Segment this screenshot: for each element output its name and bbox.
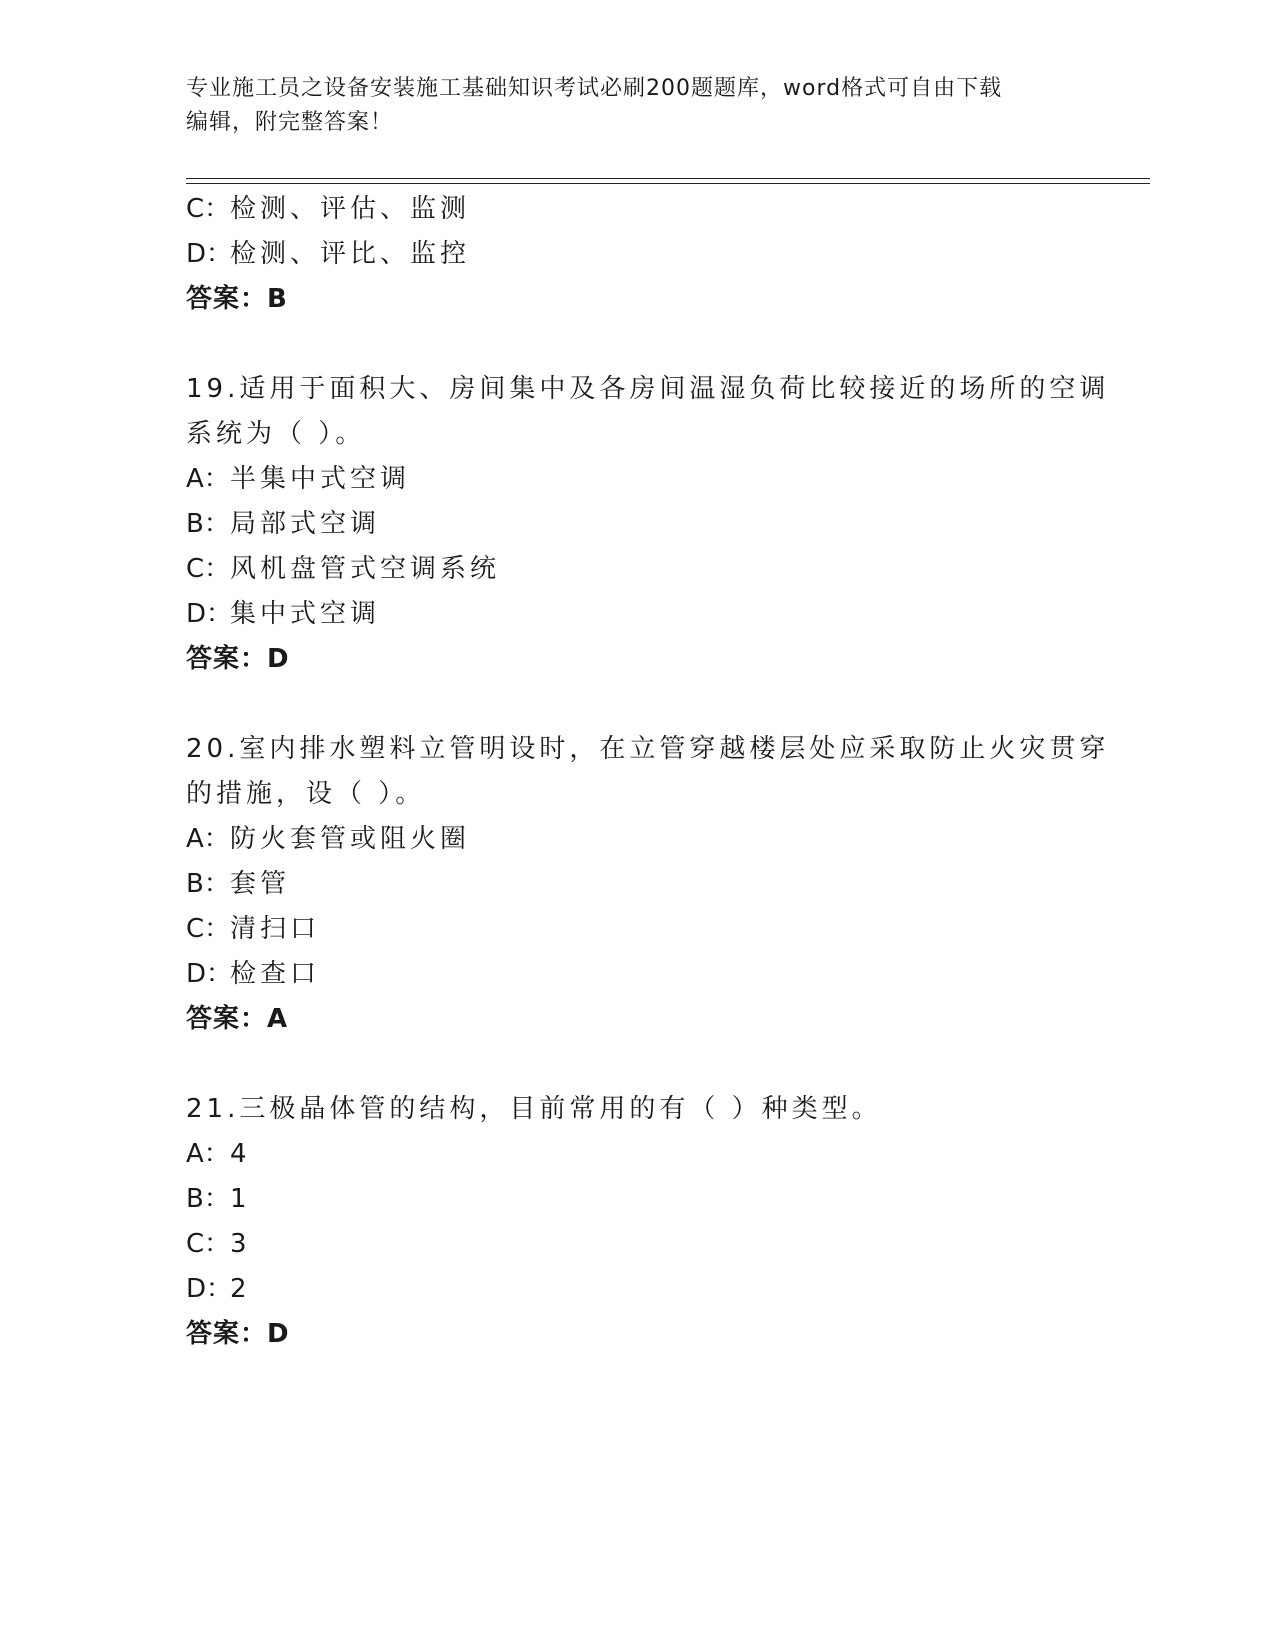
- header-line-1: 专业施工员之设备安装施工基础知识考试必刷200题题库，word格式可自由下载: [186, 76, 1003, 101]
- q19-option-d: [186, 598, 380, 630]
- option-text: 套管: [230, 869, 291, 899]
- q21-option-d: [186, 1273, 251, 1305]
- option-label: C：: [186, 914, 231, 944]
- q21-answer: 答案：D: [186, 1319, 290, 1349]
- option-label: D：: [186, 1274, 233, 1304]
- option-text: 防火套管或阻火圈: [230, 824, 471, 854]
- q20-answer: 答案：A: [186, 1004, 289, 1034]
- option-text: 检测、评估、监测: [230, 194, 471, 224]
- q20-option-c: [186, 913, 320, 945]
- q21-option-a: [186, 1138, 251, 1170]
- q20-stem-line-1: 20.室内排水塑料立管明设时，在立管穿越楼层处应采取防止火灾贯穿: [186, 734, 1110, 764]
- option-text: 清扫口: [230, 914, 321, 944]
- document-header: [186, 72, 1066, 140]
- option-text: 半集中式空调: [230, 464, 411, 494]
- option-label: A：: [186, 464, 230, 494]
- q19-stem-line-1: 19.适用于面积大、房间集中及各房间温湿负荷比较接近的场所的空调: [186, 374, 1110, 404]
- option-label: A：: [186, 824, 230, 854]
- option-text: 局部式空调: [230, 509, 381, 539]
- q20-stem-line-2: 的措施，设（ ）。: [186, 779, 426, 809]
- q21-option-b: [186, 1183, 251, 1215]
- prev-option-c: [186, 193, 470, 225]
- option-text: 4: [230, 1139, 251, 1169]
- header-line-2: 编辑，附完整答案！: [186, 110, 394, 135]
- header-divider-top: [186, 178, 1150, 179]
- q20-option-d: [186, 958, 320, 990]
- option-label: B：: [186, 869, 230, 899]
- option-text: 风机盘管式空调系统: [230, 554, 501, 584]
- option-text: 检测、评比、监控: [230, 239, 471, 269]
- q19-option-c: [186, 553, 500, 585]
- option-label: C：: [186, 554, 231, 584]
- option-text: 检查口: [230, 959, 321, 989]
- q19-option-b: [186, 508, 380, 540]
- option-label: D：: [186, 239, 233, 269]
- q19-answer: 答案：D: [186, 644, 290, 674]
- option-label: B：: [186, 509, 230, 539]
- option-label: C：: [186, 194, 231, 224]
- option-label: B：: [186, 1184, 230, 1214]
- q19-stem-line-2: 系统为（ ）。: [186, 419, 366, 449]
- header-divider-bottom: [186, 183, 1150, 184]
- q20-option-b: [186, 868, 290, 900]
- option-text: 2: [230, 1274, 251, 1304]
- q21-stem-line-1: 21.三极晶体管的结构，目前常用的有（ ）种类型。: [186, 1094, 882, 1124]
- option-text: 3: [230, 1229, 251, 1259]
- option-text: 1: [230, 1184, 251, 1214]
- prev-option-d: [186, 238, 470, 270]
- q21-option-c: [186, 1228, 251, 1260]
- option-label: D：: [186, 599, 233, 629]
- option-label: A：: [186, 1139, 230, 1169]
- option-label: C：: [186, 1229, 231, 1259]
- prev-answer: 答案：B: [186, 284, 288, 314]
- q20-option-a: [186, 823, 470, 855]
- option-text: 集中式空调: [230, 599, 381, 629]
- option-label: D：: [186, 959, 233, 989]
- q19-option-a: [186, 463, 410, 495]
